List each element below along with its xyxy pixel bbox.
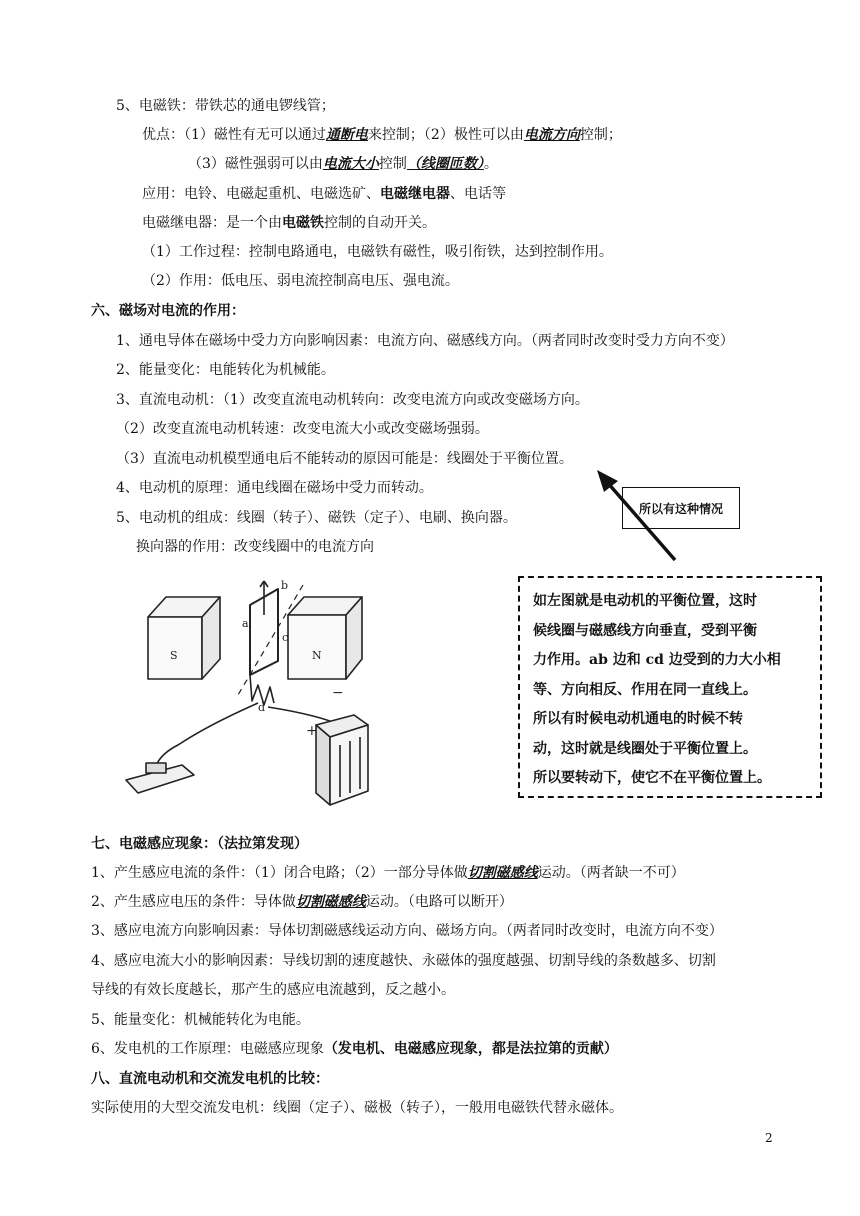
sec7-line-6: 5、能量变化：机械能转化为电能。: [91, 1012, 310, 1028]
sec6-line-5: （3）直流电动机模型通电后不能转动的原因可能是：线圈处于平衡位置。: [116, 451, 573, 467]
sec5-advantages-line: 优点：（1）磁性有无可以通过通断电来控制；（2）极性可以由电流方向控制；: [142, 127, 622, 143]
svg-text:d: d: [258, 701, 266, 714]
note-line: 候线圈与磁感线方向垂直，受到平衡: [533, 622, 757, 639]
note-line: 如左图就是电动机的平衡位置，这时: [533, 593, 757, 609]
sec8-heading: 八、直流电动机和交流发电机的比较：: [91, 1071, 329, 1087]
magnet-n-label: N: [312, 649, 322, 662]
sec5-applications: 应用：电铃、电磁起重机、电磁选矿、电磁继电器、电话等: [142, 186, 506, 202]
sec7-line-5: 导线的有效长度越长，那产生的感应电流越到，反之越小。: [91, 982, 455, 998]
note-line: 所以有时候电动机通电的时候不转: [533, 711, 743, 727]
sec6-line-8: 换向器的作用：改变线圈中的电流方向: [136, 539, 374, 555]
svg-text:c: c: [282, 631, 289, 644]
sec7-line-2: 2、产生感应电压的条件：导体做切割磁感线运动。（电路可以断开）: [91, 894, 513, 910]
note-line: 等、方向相反、作用在同一直线上。: [533, 681, 757, 698]
sec7-line-4: 4、感应电流大小的影响因素：导线切割的速度越快、永磁体的强度越强、切割导线的条数越多、切割: [91, 953, 716, 969]
page-number: 2: [765, 1131, 773, 1145]
sec6-line-1: 1、通电导体在磁场中受力方向影响因素：电流方向、磁感线方向。（两者同时改变时受力方向不变）: [116, 333, 734, 349]
magnet-s-label: S: [170, 649, 178, 662]
svg-text:b: b: [281, 579, 289, 592]
sec5-title: 5、电磁铁：带铁芯的通电锣线管；: [116, 98, 335, 114]
svg-text:a: a: [242, 617, 249, 630]
sec6-line-6: 4、电动机的原理：通电线圈在磁场中受力而转动。: [116, 480, 433, 496]
motor-diagram: [118, 575, 378, 815]
sec5-relay-process: （1）工作过程：控制电路通电，电磁铁有磁性，吸引衔铁，达到控制作用。: [142, 244, 613, 260]
sec7-line-1: 1、产生感应电流的条件：（1）闭合电路；（2）一部分导体做切割磁感线运动。（两者缺一不可）: [91, 865, 685, 881]
svg-text:+: +: [306, 723, 318, 739]
sec7-line-3: 3、感应电流方向影响因素：导体切割磁感线运动方向、磁场方向。（两者同时改变时，电流方向不变）: [91, 923, 723, 939]
sec5-relay-role: （2）作用：低电压、弱电流控制高电压、强电流。: [142, 273, 459, 289]
sec6-heading: 六、磁场对电流的作用：: [91, 303, 245, 319]
note-line: 力作用。ab 边和 cd 边受到的力大小相: [533, 652, 781, 668]
sec6-line-3: 3、直流电动机：（1）改变直流电动机转向：改变电流方向或改变磁场方向。: [116, 392, 589, 408]
sec5-relay-definition: 电磁继电器：是一个由电磁铁控制的自动开关。: [142, 215, 436, 231]
note-line: 动，这时就是线圈处于平衡位置上。: [533, 740, 757, 757]
note-line: 所以要转动下，使它不在平衡位置上。: [533, 770, 771, 786]
sec7-line-7: 6、发电机的工作原理：电磁感应现象（发电机、电磁感应现象，都是法拉第的贡献）: [91, 1041, 618, 1057]
callout-box: 所以有这种情况: [622, 487, 740, 529]
sec8-line-1: 实际使用的大型交流发电机：线圈（定子）、磁极（转子），一般用电磁铁代替永磁体。: [91, 1100, 623, 1116]
svg-text:−: −: [332, 685, 344, 701]
sec6-line-4: （2）改变直流电动机转速：改变电流大小或改变磁场强弱。: [116, 421, 489, 437]
explanation-note: [518, 576, 822, 798]
sec5-advantages-line-2: （3）磁性强弱可以由电流大小控制（线圈匝数）。: [188, 156, 498, 172]
sec6-line-7: 5、电动机的组成：线圈（转子）、磁铁（定子）、电刷、换向器。: [116, 510, 517, 526]
sec7-heading: 七、电磁感应现象：（法拉第发现）: [91, 836, 308, 852]
sec6-line-2: 2、能量变化：电能转化为机械能。: [116, 362, 335, 378]
